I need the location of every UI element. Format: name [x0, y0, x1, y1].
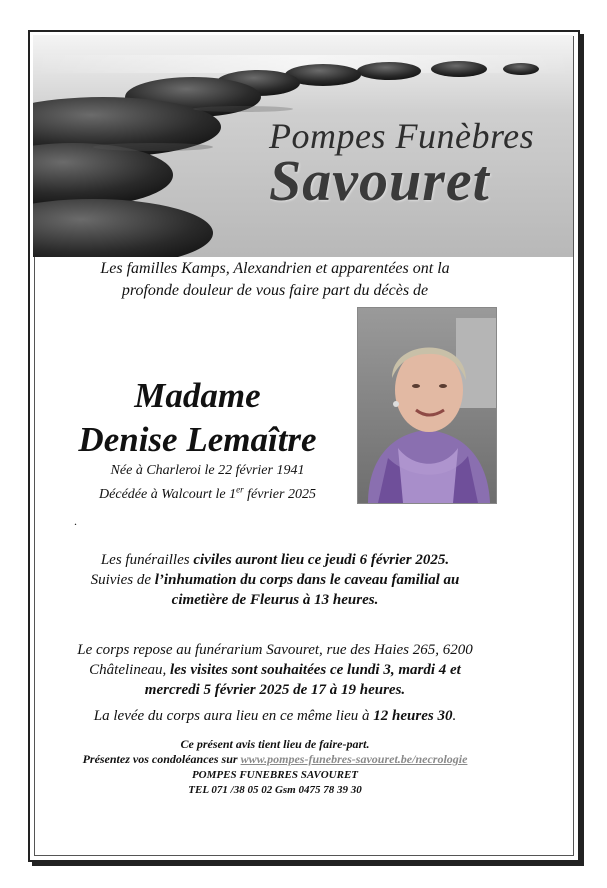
header-banner [33, 35, 573, 257]
stone [357, 62, 421, 80]
notice-statement: Ce présent avis tient lieu de faire-part. [180, 737, 370, 751]
brand-name-line1: Pompes Funèbres [269, 116, 535, 156]
deceased-title: Madame [134, 376, 261, 415]
stray-mark: . [74, 514, 77, 528]
deceased-photo [357, 307, 497, 504]
necrology-link[interactable]: www.pompes-funebres-savouret.be/necrologie [240, 752, 468, 766]
company-name: POMPES FUNEBRES SAVOURET [191, 769, 359, 781]
announcement-text [60, 258, 490, 302]
stone [431, 61, 487, 77]
levee-details: La levée du corps aura lieu en ce même lieu à 12 heures 30. [93, 708, 457, 724]
brand-name-line2: Savouret [269, 148, 490, 213]
stone [503, 63, 539, 75]
announcement-line: profonde douleur de vous faire part du décès de [121, 282, 429, 299]
visitation-details: Le corps repose au funérarium Savouret, rue des Haies 265, 6200 Châtelineau, les visites sont souhaitées ce lundi 3, mardi 4 et mercredi 5 février 2025 de 17 à 19 heures. [77, 642, 473, 698]
death-line: Décédée à Walcourt le 1er février 2025 [99, 484, 316, 502]
deceased-name: Denise Lemaître [78, 420, 317, 459]
announcement-line: Les familles Kamps, Alexandrien et apparentées ont la [100, 260, 450, 277]
funeral-details: Les funérailles civiles auront lieu ce jeudi 6 février 2025. Suivies de l’inhumation du corps dans le caveau familial au cimetière de Fleurus à 13 heures. [90, 552, 460, 608]
birth-line: Née à Charleroi le 22 février 1941 [110, 463, 305, 478]
company-phone: TEL 071 /38 05 02 Gsm 0475 78 39 30 [188, 784, 362, 796]
condolences-line: Présentez vos condoléances sur www.pompes-funebres-savouret.be/necrologie [82, 752, 468, 766]
birth-death-dates [70, 462, 345, 504]
